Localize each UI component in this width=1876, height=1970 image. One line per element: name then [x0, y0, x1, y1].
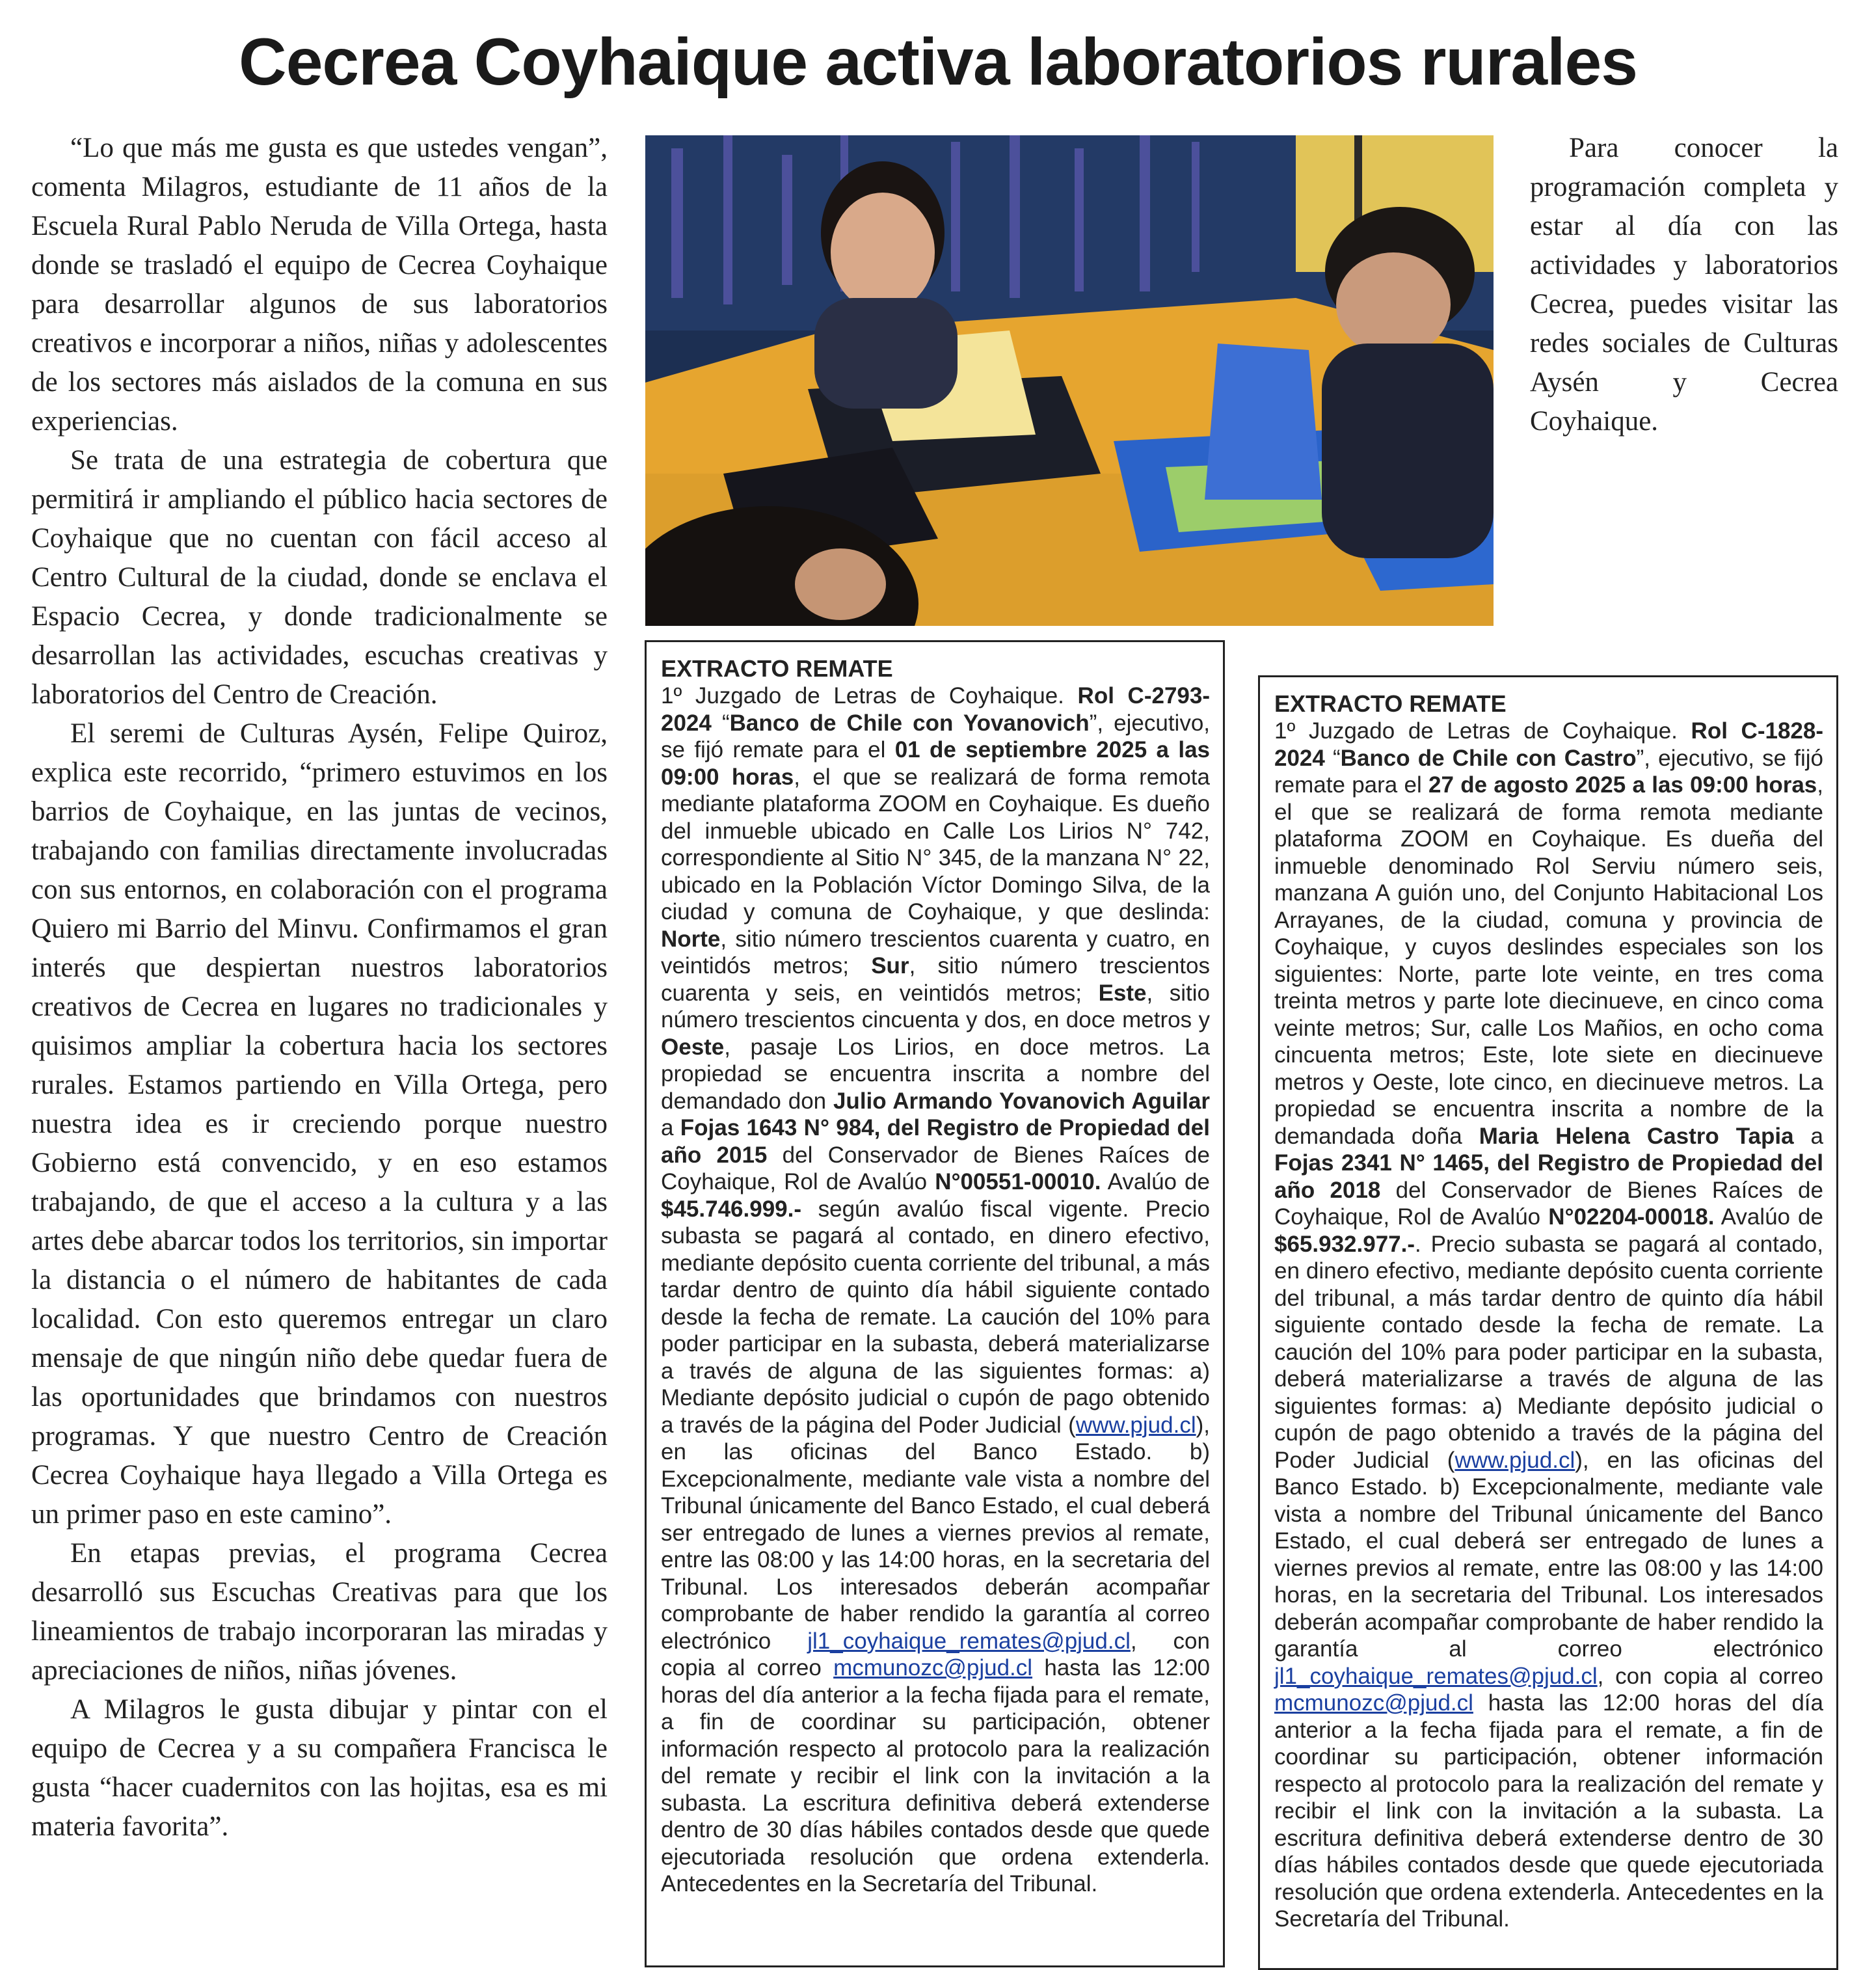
notice-text: ”, ejecutivo, se fijó remate para el [1274, 745, 1823, 798]
auction-notice-2 [1258, 675, 1838, 1970]
notice-text: a [661, 1115, 680, 1140]
notice-text: “ [1324, 745, 1341, 771]
notice-text: Avalúo de [1714, 1204, 1823, 1230]
copy-email-link[interactable]: mcmunozc@pjud.cl [1274, 1690, 1473, 1716]
notice-text: ”, ejecutivo, se fijó remate para el [661, 710, 1211, 762]
notice-text: del Conservador de Bienes Raíces de Coyhaique, Rol de Avalúo [1274, 1177, 1823, 1230]
notice-text: hasta las 12:00 horas del día anterior a la fecha fijada para el remate, a fin de coordinar su participación, obtener información respecto al protocolo para la realización del remate y recibir el link con la invitación a la subasta. La escritura definitiva deberá extenderse dentro de 30 días hábiles contados desde que quede ejecutoriada resolución que ordena extenderla. Antecedentes en la Secretaría del Tribunal. [661, 1655, 1210, 1896]
notice-text: del Conservador de Bienes Raíces de Coyhaique, Rol de Avalúo [661, 1142, 1210, 1194]
notice-bold: 01 de septiembre 2025 a las 09:00 horas [661, 737, 1210, 790]
notice-bold: $65.932.977.- [1274, 1231, 1415, 1257]
notice-text: “ [711, 710, 730, 736]
notice-text: , sitio número trescientos cincuenta y dos, en doce metros y [661, 980, 1210, 1032]
notice-text: 1º Juzgado de Letras de Coyhaique. [1274, 718, 1691, 744]
notice-text: , el que se realizará de forma remota mediante plataforma ZOOM en Coyhaique. Es dueña del inmueble denominado Rol Serviu número seis, manzana A guión uno, del Conjunto Habitacional Los Arrayanes, de la ciudad, comuna y provincia de Coyhaique, y cuyos deslindes especiales son los siguientes: Norte, parte lote veinte, en tres coma treinta metros y parte lote diecinueve, en cinco coma veinte metros; Sur, calle Los Mañios, en ocho coma cincuenta metros; Este, lote siete en diecinueve metros y Oeste, lote cinco, en diecinueve metros. La propiedad se encuentra inscrita a nombre de la demandada doña [1274, 772, 1823, 1149]
notice-text: , con copia al correo [661, 1628, 1210, 1680]
notice-body [661, 682, 1210, 1898]
notice-bold: Banco de Chile con Yovanovich [729, 710, 1090, 736]
notice-text: , pasaje Los Lirios, en doce metros. La propiedad se encuentra inscrita a nombre del demandado don [661, 1034, 1210, 1114]
notice-bold: Rol C-2793-2024 [661, 683, 1210, 736]
notice-bold: Sur [871, 953, 909, 978]
notice-text: 1º Juzgado de Letras de Coyhaique. [661, 683, 1078, 708]
notice-bold: 27 de agosto 2025 a las 09:00 horas [1428, 772, 1817, 798]
article-photo [645, 135, 1494, 626]
remates-email-link[interactable]: jl1_coyhaique_remates@pjud.cl [807, 1628, 1131, 1654]
notice-text: . Precio subasta se pagará al contado, en dinero efectivo, mediante depósito cuenta corriente del tribunal, a más tardar dentro de quinto día hábil siguiente contado desde la fecha de remate. La caución del 10% para poder participar en la subasta, deberá materializarse a través de alguna de las siguientes formas: a) Mediante depósito judicial o cupón de pago obtenido a través de la página del Poder Judicial ( [1274, 1231, 1823, 1473]
notice-title: EXTRACTO REMATE [1274, 690, 1507, 717]
notice-text: , el que se realizará de forma remota mediante plataforma ZOOM en Coyhaique. Es dueño del inmueble ubicado en Calle Los Lirios N° 742, correspondiente al Sitio N° 345, de la manzana N° 22, ubicado en la Población Víctor Domingo Silva, de la ciudad y comuna de Coyhaique, y que deslinda: [661, 764, 1210, 924]
notice-text: ), en las oficinas del Banco Estado. b) Excepcionalmente, mediante vale vista a nombre del Tribunal únicamente del Banco Estado, el cual deberá ser entregado de lunes a viernes previos al remate, entre las 08:00 y las 14:00 horas, en la secretaria del Tribunal. Los interesados deberán acompañar comprobante de haber rendido la garantía al correo electrónico [1274, 1447, 1823, 1662]
notice-bold: Norte [661, 926, 721, 952]
article-paragraph: En etapas previas, el programa Cecrea desarrolló sus Escuchas Creativas para que los lineamientos de trabajo incorporaran las miradas y apreciaciones de niños, niñas jóvenes. [31, 1538, 608, 1686]
notice-text: , sitio número trescientos cuarenta y seis, en veintidós metros; [661, 953, 1210, 1006]
notice-bold: $45.746.999.- [661, 1196, 802, 1222]
notice-bold: Fojas 1643 N° 984, del Registro de Propiedad del año 2015 [661, 1115, 1210, 1168]
article-paragraph: “Lo que más me gusta es que ustedes vengan”, comenta Milagros, estudiante de 11 años de la Escuela Rural Pablo Neruda de Villa Ortega, hasta donde se trasladó el equipo de Cecrea Coyhaique para desarrollar algunos de sus laboratorios creativos e incorporar a niños, niñas y adolescentes de los sectores más aislados de la comuna en sus experiencias. [31, 133, 608, 437]
notice-text: , sitio número trescientos cuarenta y cuatro, en veintidós metros; [661, 926, 1210, 978]
notice-bold: Fojas 2341 N° 1465, del Registro de Propiedad del año 2018 [1274, 1150, 1823, 1203]
auction-notice-1 [645, 640, 1225, 1967]
sidebar-paragraph: Para conocer la programación completa y estar al día con las actividades y laboratorios Cecrea, puedes visitar las redes sociales de Culturas Aysén y Cecrea Coyhaique. [1530, 133, 1838, 437]
article-sidebar [1530, 129, 1838, 441]
notice-title: EXTRACTO REMATE [661, 655, 893, 682]
article-paragraph: Se trata de una estrategia de cobertura que permitirá ir ampliando el público hacia sectores de Coyhaique que no cuentan con fácil acceso al Centro Cultural de la ciudad, donde se enclava el Espacio Cecrea, y donde tradicionalmente se desarrollan las actividades, escuchas creativas y laboratorios del Centro de Creación. [31, 445, 608, 710]
copy-email-link[interactable]: mcmunozc@pjud.cl [833, 1655, 1033, 1680]
notice-text: , con copia al correo [1597, 1663, 1823, 1689]
notice-body [1274, 718, 1823, 1933]
notice-bold: Este [1098, 980, 1147, 1006]
article-paragraph: A Milagros le gusta dibujar y pintar con el equipo de Cecrea y a su compañera Francisca le gusta “hacer cuadernitos con las hojitas, esa es mi materia favorita”. [31, 1694, 608, 1842]
notice-text: hasta las 12:00 horas del día anterior a la fecha fijada para el remate, a fin de coordinar su participación, obtener información respecto al protocolo para la realización del remate y recibir el link con la invitación a la subasta. La escritura definitiva deberá extenderse dentro de 30 días hábiles contados desde que quede ejecutoriada resolución que ordena extenderla. Antecedentes en la Secretaría del Tribunal. [1274, 1690, 1823, 1932]
notice-text: según avalúo fiscal vigente. Precio subasta se pagará al contado, en dinero efectivo, mediante depósito cuenta corriente del tribunal, a más tardar dentro de quinto día hábil siguiente contado desde la fecha de remate. La caución del 10% para poder participar en la subasta, deberá materializarse a través de alguna de las siguientes formas: a) Mediante depósito judicial o cupón de pago obtenido a través de la página del Poder Judicial ( [661, 1196, 1210, 1438]
headline: Cecrea Coyhaique activa laboratorios rurales [239, 25, 1637, 99]
notice-text: ), en las oficinas del Banco Estado. b) Excepcionalmente, mediante vale vista a nombre del Tribunal únicamente del Banco Estado, el cual deberá ser entregado de lunes a viernes previos al remate, entre las 08:00 y las 14:00 horas, en la secretaria del Tribunal. Los interesados deberán acompañar comprobante de haber rendido la garantía al correo electrónico [661, 1412, 1210, 1654]
notice-bold: Banco de Chile con Castro [1340, 745, 1637, 771]
notice-bold: Maria Helena Castro Tapia [1479, 1123, 1794, 1149]
notice-text: Avalúo de [1101, 1169, 1210, 1194]
notice-bold: Julio Armando Yovanovich Aguilar [833, 1088, 1210, 1114]
article-body [31, 129, 608, 1846]
photo-children-folding-paper [645, 135, 1494, 626]
notice-text: a [1793, 1123, 1823, 1149]
pjud-website-link[interactable]: www.pjud.cl [1075, 1412, 1196, 1438]
notice-bold: N°02204-00018. [1548, 1204, 1715, 1230]
notice-bold: Rol C-1828-2024 [1274, 718, 1823, 771]
remates-email-link[interactable]: jl1_coyhaique_remates@pjud.cl [1274, 1663, 1598, 1689]
notice-bold: Oeste [661, 1034, 725, 1060]
article-paragraph: El seremi de Culturas Aysén, Felipe Quiroz, explica este recorrido, “primero estuvimos en los barrios de Coyhaique, en las juntas de vecinos, trabajando con familias directamente involucradas con sus entornos, en colaboración con el programa Quiero mi Barrio del Minvu. Confirmamos el gran interés que despiertan nuestros laboratorios creativos de Cecrea en lugares no tradicionales y quisimos ampliar la cobertura hacia los sectores rurales. Estamos partiendo en Villa Ortega, pero nuestra idea es ir creciendo porque nuestro Gobierno está convencido, y en eso estamos trabajando, de que el acceso a la cultura y a las artes debe abarcar todos los territorios, sin importar la distancia o el número de habitantes de cada localidad. Con esto queremos entregar un claro mensaje de que ningún niño debe quedar fuera de las oportunidades que brindamos con nuestros programas. Y que nuestro Centro de Creación Cecrea Coyhaique haya llegado a Villa Ortega es un primer paso en este camino”. [31, 718, 608, 1530]
notice-bold: N°00551-00010. [935, 1169, 1101, 1194]
pjud-website-link[interactable]: www.pjud.cl [1454, 1447, 1575, 1473]
